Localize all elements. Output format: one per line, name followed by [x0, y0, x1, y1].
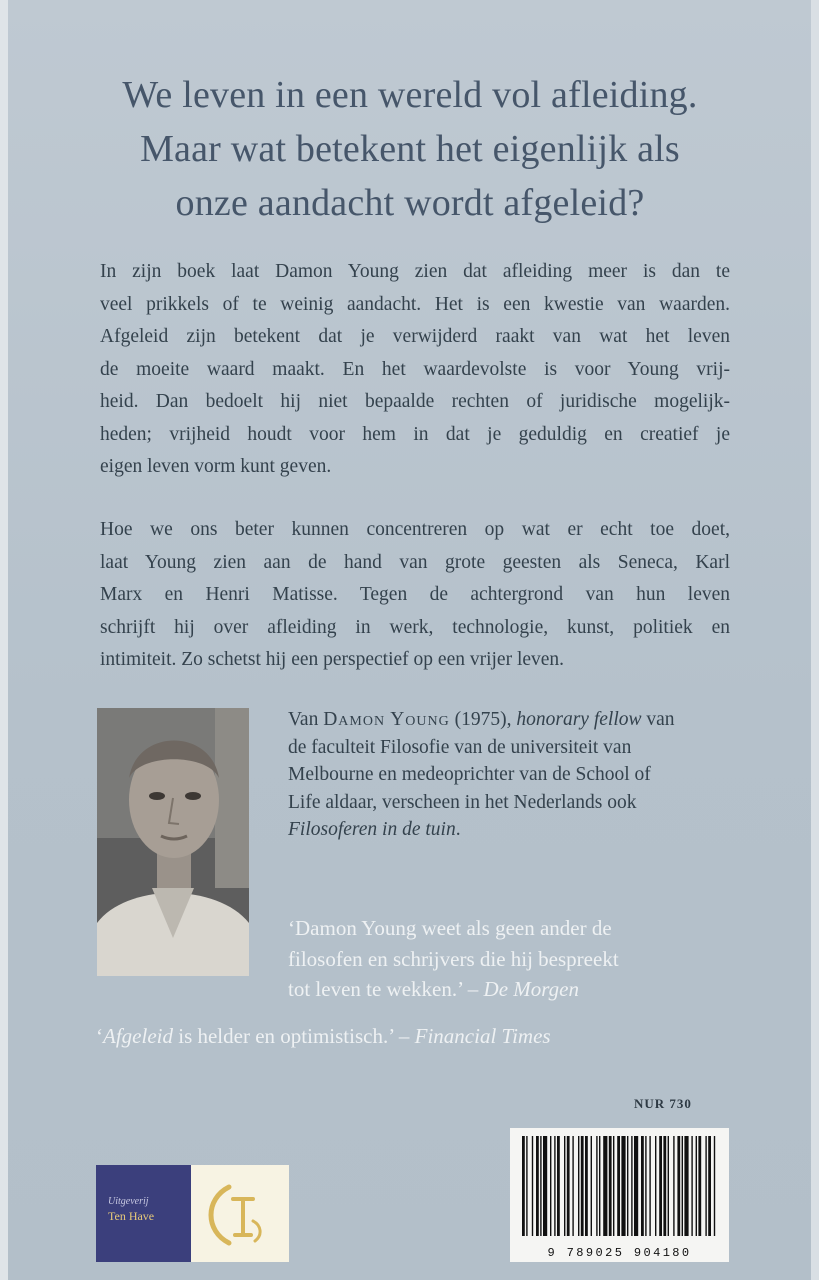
barcode-bar — [631, 1136, 632, 1236]
barcode-bar — [543, 1136, 547, 1236]
barcode-bar — [591, 1136, 592, 1236]
barcode-bar — [698, 1136, 701, 1236]
barcode-bar — [677, 1136, 680, 1236]
barcode-bar — [522, 1136, 525, 1236]
text-line: veel prikkels of te weinig aandacht. Het is een kwestie van waarden. — [100, 293, 730, 315]
book-title: Filosoferen in de tuin — [288, 819, 456, 840]
headline — [60, 68, 760, 230]
author-photo — [97, 708, 249, 976]
bio-line: de faculteit Filosofie van de universiteit van — [288, 736, 632, 758]
barcode-bar — [599, 1136, 600, 1236]
author-bio — [288, 706, 733, 844]
quote-line: ‘Damon Young weet als geen ander de — [288, 916, 612, 940]
nur-code: NUR 730 — [634, 1096, 692, 1111]
barcode-bar — [691, 1136, 692, 1236]
barcode-bar — [526, 1136, 527, 1236]
publisher-emblem-icon — [191, 1165, 289, 1262]
blurb-paragraph-1 — [100, 256, 730, 484]
barcode-bar — [564, 1136, 565, 1236]
barcode-bar — [627, 1136, 628, 1236]
barcode-bar — [641, 1136, 644, 1236]
barcode-bar — [554, 1136, 555, 1236]
text-line: heden; vrijheid houdt voor hem in dat je geduldig en creatief je — [100, 423, 730, 445]
barcode-bar — [663, 1136, 666, 1236]
barcode-bar — [581, 1136, 584, 1236]
barcode-bar — [655, 1136, 656, 1236]
bio-line: Melbourne en medeoprichter van de School of — [288, 764, 651, 785]
barcode-bar — [645, 1136, 646, 1236]
text-line: schrijft hij over afleiding in werk, technologie, kunst, politiek en — [100, 616, 730, 638]
review-quote-financial-times: ‘Afgeleid is helder en optimistisch.’ – Financial Times — [96, 1024, 551, 1048]
text-line: Afgeleid zijn betekent dat je verwijderd raakt van wat het leven — [100, 326, 730, 347]
bio-line: Filosoferen in de tuin. — [288, 819, 461, 840]
barcode-bar — [705, 1136, 706, 1236]
blurb-paragraph-2 — [100, 514, 730, 677]
barcode-bar — [708, 1136, 711, 1236]
barcode-bar — [649, 1136, 650, 1236]
barcode-bar — [613, 1136, 614, 1236]
quote-source: Financial Times — [414, 1024, 551, 1048]
barcode-bar — [684, 1136, 688, 1236]
quote-source: De Morgen — [483, 977, 579, 1001]
barcode-bar — [603, 1136, 607, 1236]
barcode-bar — [673, 1136, 674, 1236]
barcode-bar — [617, 1136, 620, 1236]
cover-edge-right — [811, 0, 819, 1280]
publisher-logo-text — [96, 1165, 191, 1262]
barcode-bar — [585, 1136, 588, 1236]
barcode-bar — [696, 1136, 697, 1236]
barcode-bar — [578, 1136, 579, 1236]
quote-line: filosofen en schrijvers die hij bespreekt — [288, 946, 619, 971]
text-line: Hoe we ons beter kunnen concentreren op wat er echt toe doet, — [100, 519, 730, 540]
text-line: de moeite waard maakt. En het waardevolste is voor Young vrij- — [100, 358, 730, 380]
barcode-bar — [682, 1136, 683, 1236]
publisher-label-small: Uitgeverij — [108, 1196, 149, 1207]
barcode-bar — [557, 1136, 560, 1236]
author-name: Damon Young — [323, 709, 450, 730]
text-line: intimiteit. Zo schetst hij een perspectief op een vrijer leven. — [100, 649, 565, 670]
barcode-bar — [550, 1136, 551, 1236]
headline-line: We leven in een wereld vol afleiding. — [122, 74, 698, 116]
text-line: heid. Dan bedoelt hij niet bepaalde rechten of juridische mogelijk- — [100, 391, 730, 412]
quote-line: tot leven te wekken.’ – De Morgen — [288, 977, 579, 1001]
barcode-bar — [540, 1136, 541, 1236]
headline-line: Maar wat betekent het eigenlijk als — [140, 128, 680, 170]
barcode-bar — [596, 1136, 597, 1236]
barcode-bar — [621, 1136, 625, 1236]
text-line: laat Young zien aan de hand van grote geesten als Seneca, Karl — [100, 551, 730, 573]
headline-line: onze aandacht wordt afgeleid? — [175, 182, 645, 224]
barcode-bars — [510, 1128, 729, 1240]
barcode-bar — [659, 1136, 662, 1236]
isbn-barcode — [510, 1128, 729, 1262]
cover-edge-left — [0, 0, 8, 1280]
barcode-bar — [572, 1136, 573, 1236]
text-line: eigen leven vorm kunt geven. — [100, 456, 332, 477]
publisher-label-name: Ten Have — [108, 1209, 155, 1223]
barcode-bar — [668, 1136, 669, 1236]
text-line: Marx en Henri Matisse. Tegen de achtergrond van hun leven — [100, 584, 730, 605]
barcode-bar — [532, 1136, 533, 1236]
text-line: In zijn boek laat Damon Young zien dat afleiding meer is dan te — [100, 261, 730, 282]
barcode-bar — [536, 1136, 539, 1236]
bio-line: Van Damon Young (1975), honorary fellow van — [288, 709, 675, 730]
bio-line: Life aldaar, verscheen in het Nederlands ook — [288, 791, 637, 813]
barcode-bar — [634, 1136, 638, 1236]
isbn-number: 9 789025 904180 — [547, 1246, 692, 1260]
barcode-bar — [609, 1136, 612, 1236]
barcode-bar — [714, 1136, 715, 1236]
review-quote-de-morgen — [288, 913, 733, 1005]
barcode-bar — [567, 1136, 570, 1236]
